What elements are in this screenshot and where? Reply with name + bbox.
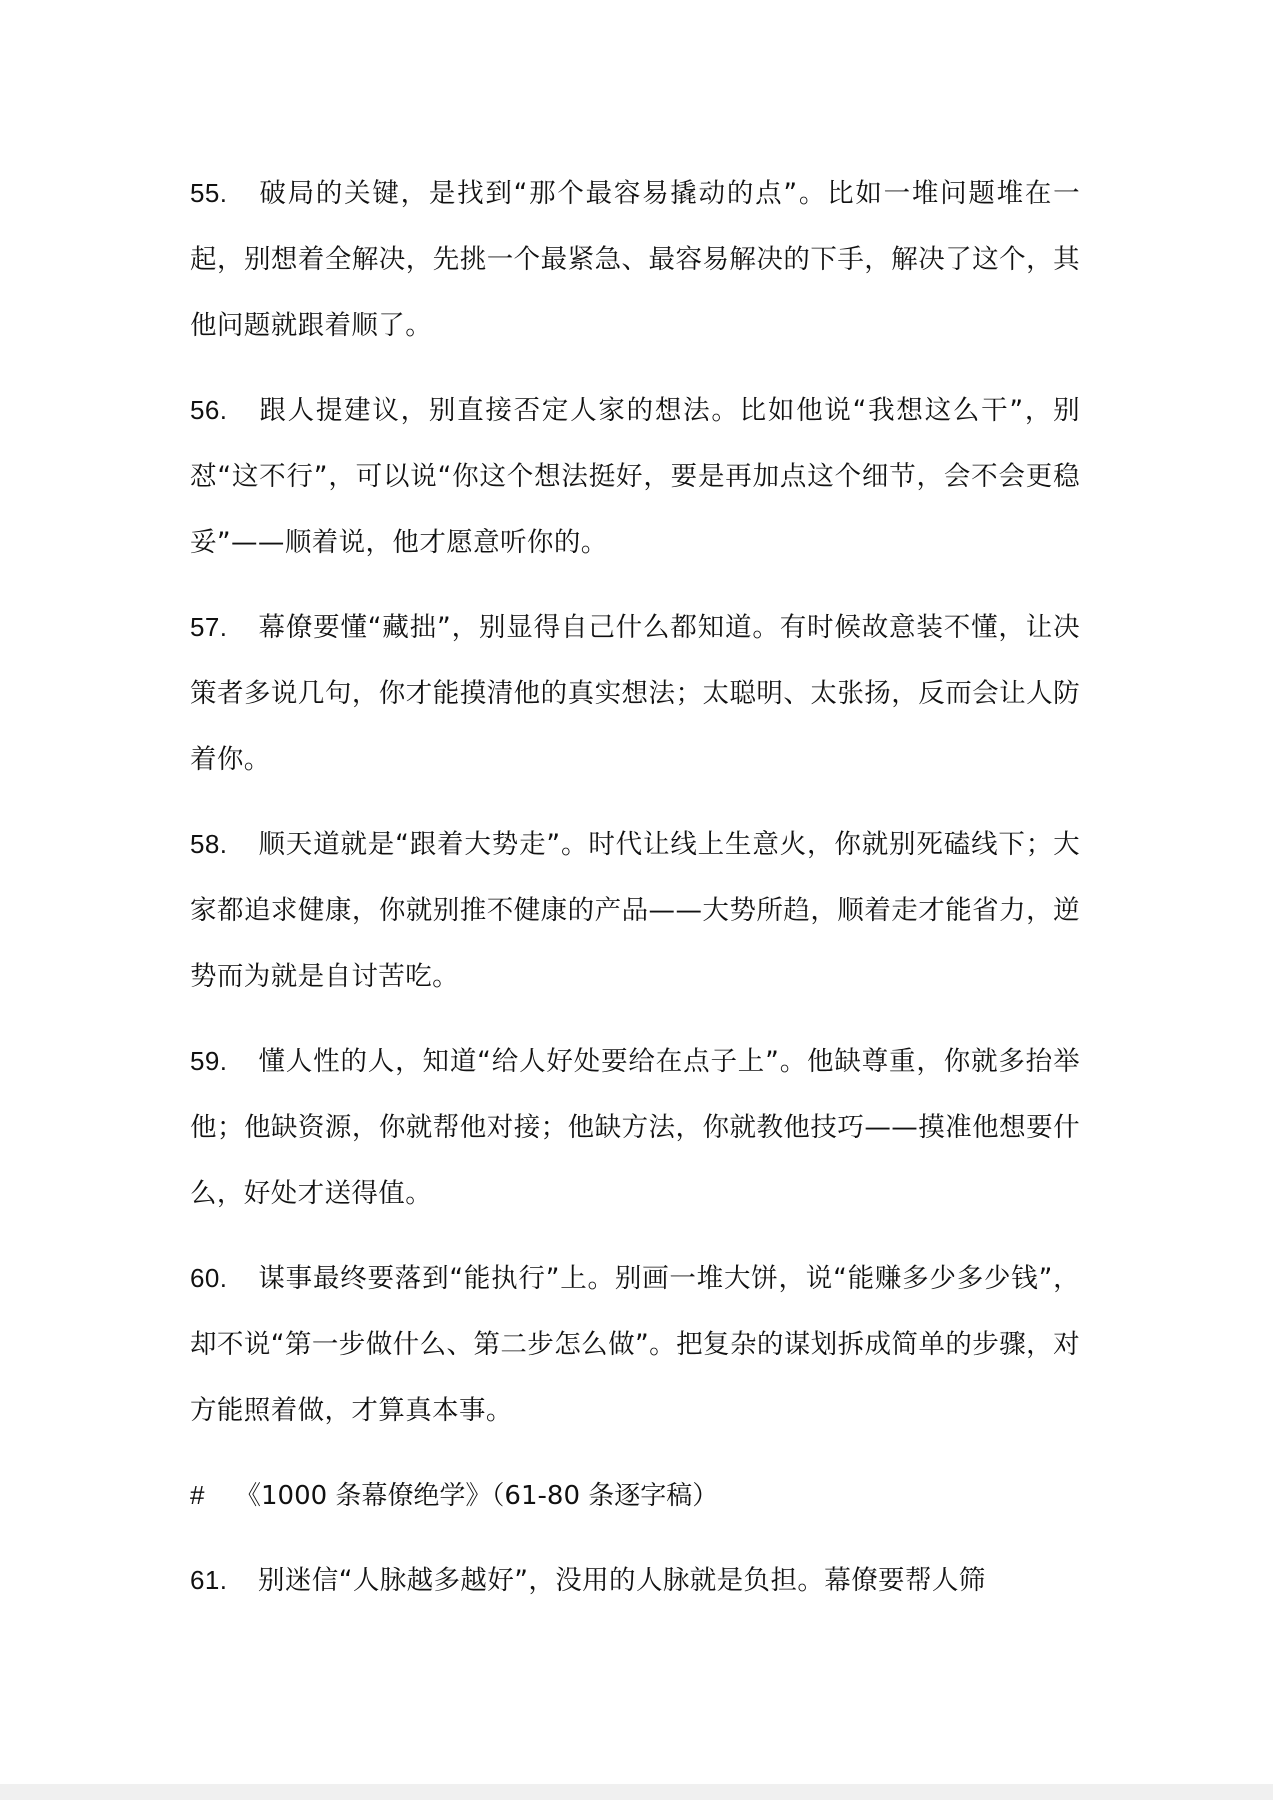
item-number: 58. — [190, 829, 228, 859]
list-item — [190, 160, 1080, 359]
item-text: 跟人提建议，别直接否定人家的想法。比如他说“我想这么干”，别怼“这不行”，可以说“你这个想法挺好，要是再加点这个细节，会不会更稳妥”——顺着说，他才愿意听你的。 — [190, 395, 1080, 558]
list-item — [190, 594, 1080, 793]
item-number: 57. — [190, 612, 228, 642]
document-body — [190, 160, 1080, 1632]
heading-hash: # — [190, 1480, 205, 1510]
item-text: 破局的关键，是找到“那个最容易撬动的点”。比如一堆问题堆在一起，别想着全解决，先挑一个最紧急、最容易解决的下手，解决了这个，其他问题就跟着顺了。 — [190, 178, 1080, 341]
item-text: 别迷信“人脉越多越好”，没用的人脉就是负担。幕僚要帮人筛 — [258, 1565, 986, 1596]
item-number: 55. — [190, 178, 228, 208]
item-number: 59. — [190, 1046, 228, 1076]
list-item — [190, 1028, 1080, 1227]
section-heading — [190, 1462, 1080, 1529]
item-text: 顺天道就是“跟着大势走”。时代让线上生意火，你就别死磕线下；大家都追求健康，你就别推不健康的产品——大势所趋，顺着走才能省力，逆势而为就是自讨苦吃。 — [190, 829, 1080, 992]
list-item — [190, 811, 1080, 1010]
item-text: 谋事最终要落到“能执行”上。别画一堆大饼，说“能赚多少多少钱”，却不说“第一步做什么、第二步怎么做”。把复杂的谋划拆成简单的步骤，对方能照着做，才算真本事。 — [190, 1263, 1080, 1426]
item-number: 61. — [190, 1565, 228, 1595]
item-text: 懂人性的人，知道“给人好处要给在点子上”。他缺尊重，你就多抬举他；他缺资源，你就帮他对接；他缺方法，你就教他技巧——摸准他想要什么，好处才送得值。 — [190, 1046, 1080, 1209]
item-number: 60. — [190, 1263, 228, 1293]
page-bottom-edge — [0, 1784, 1273, 1800]
list-item — [190, 377, 1080, 576]
list-item — [190, 1547, 1080, 1614]
item-text: 幕僚要懂“藏拙”，别显得自己什么都知道。有时候故意装不懂，让决策者多说几句，你才能摸清他的真实想法；太聪明、太张扬，反而会让人防着你。 — [190, 612, 1080, 775]
heading-text: 《1000 条幕僚绝学》（61-80 条逐字稿） — [235, 1481, 719, 1511]
item-number: 56. — [190, 395, 228, 425]
list-item — [190, 1245, 1080, 1444]
